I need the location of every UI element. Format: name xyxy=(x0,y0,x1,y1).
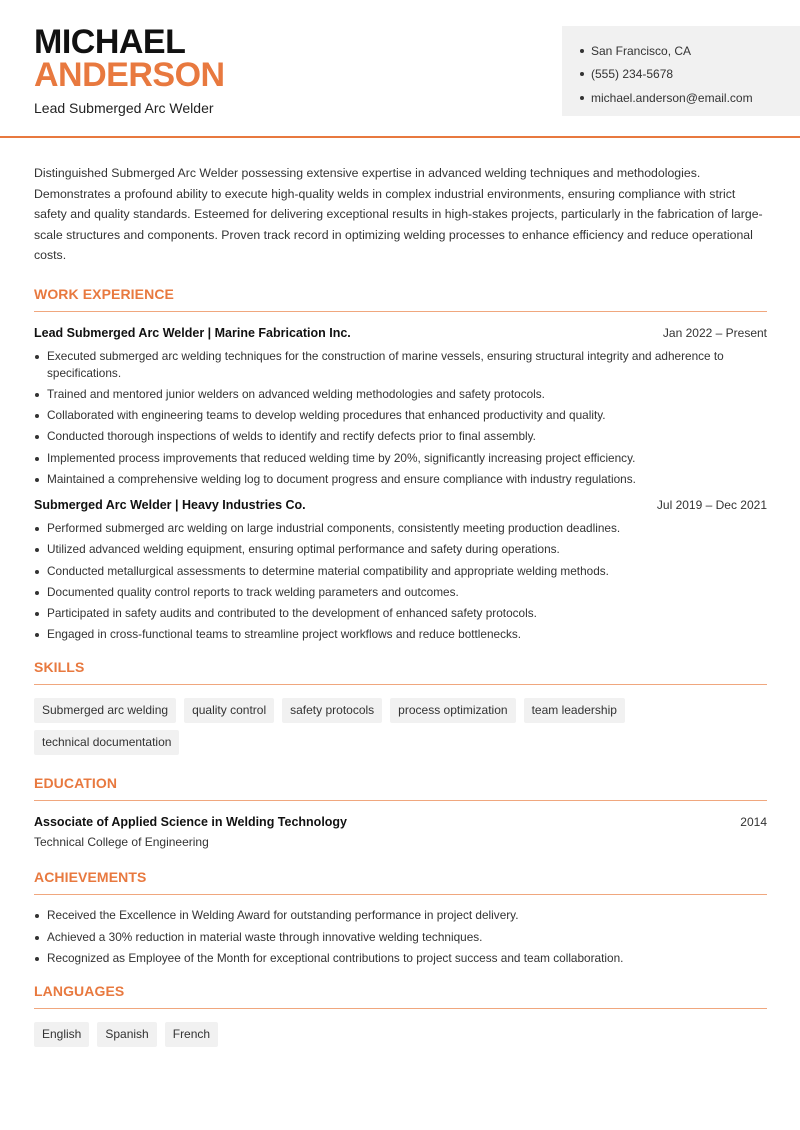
job-role: Submerged Arc Welder | Heavy Industries Co. xyxy=(34,497,306,512)
first-name: MICHAEL xyxy=(34,23,186,61)
section-title-achievements: ACHIEVEMENTS xyxy=(34,869,767,895)
job-entry-header xyxy=(34,326,767,340)
resume-body xyxy=(34,163,767,1047)
skill-tag: process optimization xyxy=(390,698,515,723)
bullet-icon xyxy=(580,49,584,53)
last-name: ANDERSON xyxy=(34,56,225,94)
job-bullet: Trained and mentored junior welders on advanced welding methodologies and safety protocols. xyxy=(34,386,767,403)
skill-tag: quality control xyxy=(184,698,274,723)
resume-header xyxy=(0,0,800,138)
skill-tag: Submerged arc welding xyxy=(34,698,176,723)
section-title-languages: LANGUAGES xyxy=(34,983,767,1009)
skill-tag: team leadership xyxy=(524,698,625,723)
summary: Distinguished Submerged Arc Welder possessing extensive expertise in advanced welding techniques and methodologies. Demonstrates a profound ability to execute high-quality welds in complex industrial environments, ensuring compliance with strict safety and quality standards. Esteemed for delivering exceptional results in high-stakes projects, particularly in the fabrication of large-scale structures and components. Proven track record in optimizing welding processes to enhance efficiency and reduce operational costs. xyxy=(34,166,763,262)
section-title-education: EDUCATION xyxy=(34,775,767,801)
contact-phone xyxy=(580,63,800,87)
bullet-icon xyxy=(580,96,584,100)
bullet-icon xyxy=(580,72,584,76)
contact-email-text: michael.anderson@email.com xyxy=(591,90,753,105)
languages-list xyxy=(34,1022,674,1047)
language-tag: English xyxy=(34,1022,89,1047)
language-tag: Spanish xyxy=(97,1022,156,1047)
achievement-item: Achieved a 30% reduction in material waste through innovative welding techniques. xyxy=(34,929,767,946)
job-entry-header xyxy=(34,498,767,512)
education-degree: Associate of Applied Science in Welding Technology xyxy=(34,815,348,830)
job-bullet: Utilized advanced welding equipment, ensuring optimal performance and safety during operations. xyxy=(34,541,767,558)
job-date: Jul 2019 – Dec 2021 xyxy=(656,497,767,512)
job-bullet: Implemented process improvements that reduced welding time by 20%, significantly increasing project efficiency. xyxy=(34,450,767,467)
job-bullet: Collaborated with engineering teams to develop welding procedures that enhanced productivity and quality. xyxy=(34,407,767,424)
job-role: Lead Submerged Arc Welder | Marine Fabrication Inc. xyxy=(34,325,351,340)
job-bullet: Documented quality control reports to track welding parameters and outcomes. xyxy=(34,584,767,601)
section-title-work: WORK EXPERIENCE xyxy=(34,286,767,312)
job-bullet: Conducted metallurgical assessments to determine material compatibility and appropriate welding methods. xyxy=(34,563,767,580)
job-bullets xyxy=(34,520,767,643)
section-title-skills: SKILLS xyxy=(34,659,767,685)
achievement-item: Received the Excellence in Welding Award for outstanding performance in project delivery. xyxy=(34,907,767,924)
job-bullet: Engaged in cross-functional teams to streamline project workflows and reduce bottlenecks. xyxy=(34,626,767,643)
job-date: Jan 2022 – Present xyxy=(662,325,767,340)
job-title: Lead Submerged Arc Welder xyxy=(34,100,214,116)
job-bullet: Performed submerged arc welding on large industrial components, consistently meeting production deadlines. xyxy=(34,520,767,537)
skill-tag: safety protocols xyxy=(282,698,382,723)
job-bullet: Maintained a comprehensive welding log to document progress and ensure compliance with industry regulations. xyxy=(34,471,767,488)
achievement-item: Recognized as Employee of the Month for exceptional contributions to project success and team collaboration. xyxy=(34,950,767,967)
language-tag: French xyxy=(165,1022,218,1047)
job-bullet: Executed submerged arc welding techniques for the construction of marine vessels, ensuring structural integrity and adherence to specifications. xyxy=(34,348,767,382)
contact-box xyxy=(562,26,800,116)
education-entry-header xyxy=(34,815,767,829)
contact-location xyxy=(580,39,800,63)
education-school: Technical College of Engineering xyxy=(34,835,209,850)
job-bullets xyxy=(34,348,767,488)
skills-list xyxy=(34,698,674,755)
job-bullet: Participated in safety audits and contributed to the development of enhanced safety protocols. xyxy=(34,605,767,622)
contact-email xyxy=(580,86,800,110)
achievements-list xyxy=(34,907,767,967)
skill-tag: technical documentation xyxy=(34,730,179,755)
job-bullet: Conducted thorough inspections of welds to identify and rectify defects prior to final assembly. xyxy=(34,428,767,445)
contact-location-text: San Francisco, CA xyxy=(591,43,692,58)
contact-phone-text: (555) 234-5678 xyxy=(591,67,674,82)
education-year: 2014 xyxy=(740,815,767,830)
